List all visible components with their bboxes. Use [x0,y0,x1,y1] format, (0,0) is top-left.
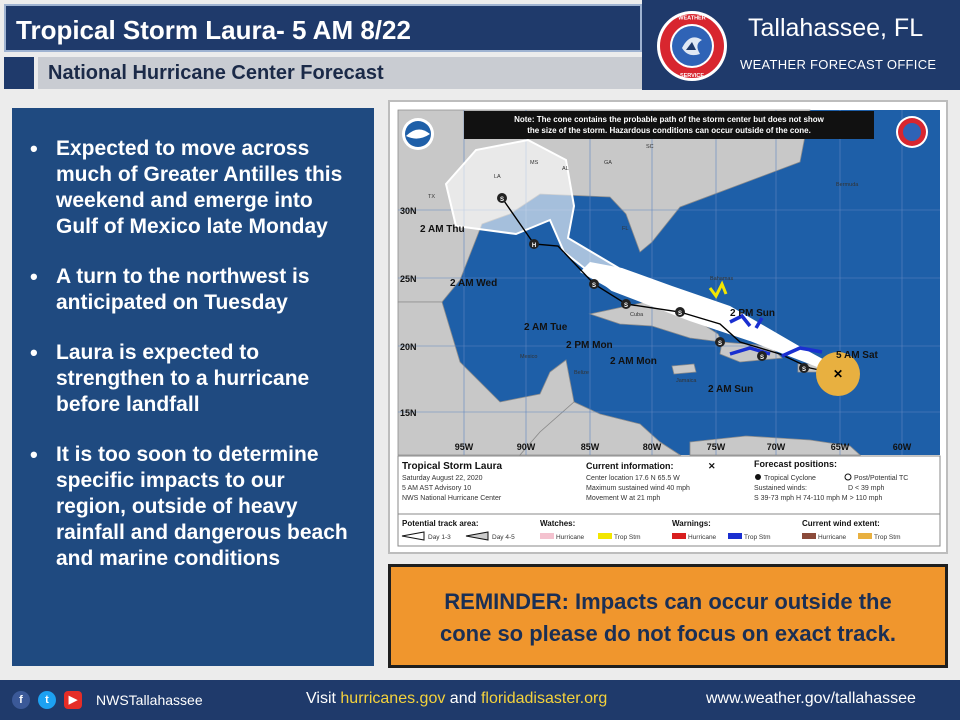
svg-text:WEATHER: WEATHER [678,15,706,22]
svg-text:Jamaica: Jamaica [676,378,697,384]
key-messages-panel [12,108,374,666]
svg-text:25N: 25N [400,274,417,284]
social-handle[interactable]: NWSTallahassee [96,692,203,708]
key-message-item: • Expected to move across much of Greater Antilles this weekend and emerge into Gulf of Mexico late Monday [30,136,358,240]
page-subtitle: National Hurricane Center Forecast [48,62,384,84]
svg-text:Hurricane: Hurricane [688,534,717,541]
reminder-box [388,564,948,668]
svg-text:LA: LA [494,174,501,180]
nws-logo-icon [656,10,728,82]
svg-text:Belize: Belize [574,370,589,376]
reminder-line1: REMINDER: Impacts can occur outside the [444,589,892,614]
svg-text:Current information:: Current information: [586,461,674,471]
svg-text:Hurricane: Hurricane [818,534,847,541]
reminder-line2: cone so please do not focus on exact track. [439,621,897,646]
cone-note-line1: Note: The cone contains the probable path of the storm center but does not show [514,115,824,124]
svg-text:15N: 15N [400,408,417,418]
office-subtitle: WEATHER FORECAST OFFICE [740,57,937,72]
office-city: Tallahassee, FL [748,14,924,42]
svg-text:2 PM Sun: 2 PM Sun [730,308,776,319]
svg-text:D < 39 mph: D < 39 mph [848,485,885,492]
noaa-logo-icon [402,118,434,150]
page-title: Tropical Storm Laura- 5 AM 8/22 [16,15,411,45]
svg-text:NWS National Hurricane Center: NWS National Hurricane Center [402,495,502,502]
svg-text:FL: FL [622,226,629,232]
visit-prefix: Visit [306,690,336,707]
svg-text:90W: 90W [516,442,536,452]
svg-text:S: S [677,311,683,317]
title-banner [4,4,642,52]
svg-text:2 AM Sun: 2 AM Sun [708,384,754,395]
floridadisaster-link[interactable]: floridadisaster.org [480,690,608,707]
and-text: and [449,690,477,707]
svg-text:S: S [499,197,505,203]
cone-note-line2: the size of the storm. Hazardous conditions can occur outside of the cone. [527,126,811,135]
svg-text:S 39-73 mph H 74-110 mph M >: S 39-73 mph H 74-110 mph M > 110 mph [754,495,883,502]
svg-text:SC: SC [646,144,654,150]
svg-text:Potential track area:: Potential track area: [402,519,479,528]
youtube-icon[interactable]: ▶ [64,691,82,709]
svg-text:Mexico: Mexico [520,354,538,360]
footer-visit-text [306,690,607,708]
svg-text:✕: ✕ [708,461,716,471]
svg-text:Warnings:: Warnings: [672,519,711,528]
svg-text:Day 4-5: Day 4-5 [492,534,515,541]
svg-text:Sustained winds:: Sustained winds: [754,485,807,492]
svg-text:Saturday August 22, 2020: Saturday August 22, 2020 [402,475,483,482]
svg-text:Hurricane: Hurricane [556,534,585,541]
svg-text:2 AM Thu: 2 AM Thu [420,224,465,235]
svg-text:MS: MS [530,160,539,166]
svg-text:Post/Potential TC: Post/Potential TC [854,475,909,482]
svg-text:AL: AL [562,166,569,172]
svg-text:Bermuda: Bermuda [836,182,859,188]
svg-text:Cuba: Cuba [630,312,644,318]
svg-text:Day 1-3: Day 1-3 [428,534,451,541]
key-message-item: • Laura is expected to strengthen to a hurricane before landfall [30,340,358,418]
svg-text:75W: 75W [706,442,726,452]
nws-small-logo-icon [896,116,928,148]
svg-text:5 AM AST Advisory 10: 5 AM AST Advisory 10 [402,485,472,492]
svg-text:70W: 70W [766,442,786,452]
svg-text:2 AM Tue: 2 AM Tue [524,322,568,333]
svg-text:Bahamas: Bahamas [710,276,734,282]
svg-text:Watches:: Watches: [540,519,576,528]
svg-text:Maximum sustained wind 40 mph: Maximum sustained wind 40 mph [586,485,690,492]
svg-text:Tropical Cyclone: Tropical Cyclone [764,475,816,482]
svg-text:S: S [717,341,723,347]
svg-text:2 PM Mon: 2 PM Mon [566,340,613,351]
svg-text:Current wind extent:: Current wind extent: [802,519,880,528]
svg-text:Forecast positions:: Forecast positions: [754,459,838,469]
svg-text:Trop Stm: Trop Stm [874,534,901,541]
facebook-icon[interactable]: f [12,691,30,709]
current-position-marker: ✕ [832,367,844,381]
footer-bar [0,680,960,720]
svg-text:65W: 65W [830,442,850,452]
svg-text:30N: 30N [400,206,417,216]
subtitle-banner [38,57,642,89]
subtitle-accent [4,57,34,89]
key-message-item: • A turn to the northwest is anticipated on Tuesday [30,264,358,316]
twitter-icon[interactable]: t [38,691,56,709]
svg-text:95W: 95W [454,442,474,452]
svg-text:H: H [531,243,537,249]
office-website-link[interactable]: www.weather.gov/tallahassee [706,690,916,707]
svg-text:Tropical Storm Laura: Tropical Storm Laura [402,461,503,472]
svg-text:S: S [591,283,597,289]
svg-text:TX: TX [428,194,436,200]
svg-text:S: S [801,367,807,373]
key-messages-list [12,108,374,572]
svg-text:Center location 17.6 N 65.5 W: Center location 17.6 N 65.5 W [586,475,680,482]
hurricanes-gov-link[interactable]: hurricanes.gov [340,690,446,707]
map-graphic [390,102,946,552]
svg-text:60W: 60W [892,442,912,452]
jamaica-land [672,364,696,374]
svg-text:SERVICE: SERVICE [679,73,705,79]
svg-text:85W: 85W [580,442,600,452]
svg-text:Movement W at 21 mph: Movement W at 21 mph [586,495,661,502]
svg-text:2 AM Mon: 2 AM Mon [610,356,657,367]
key-message-item: • It is too soon to determine specific impacts to our region, outside of heavy rainfall and dangerous beach and marine conditions [30,442,358,572]
svg-text:80W: 80W [642,442,662,452]
svg-text:20N: 20N [400,342,417,352]
forecast-cone-map [388,100,948,554]
svg-text:Trop Stm: Trop Stm [614,534,641,541]
svg-text:5 AM Sat: 5 AM Sat [836,350,878,361]
svg-text:2 AM Wed: 2 AM Wed [450,278,498,289]
svg-text:S: S [623,303,629,309]
svg-text:GA: GA [604,160,612,166]
svg-text:S: S [759,355,765,361]
svg-text:Trop Stm: Trop Stm [744,534,771,541]
